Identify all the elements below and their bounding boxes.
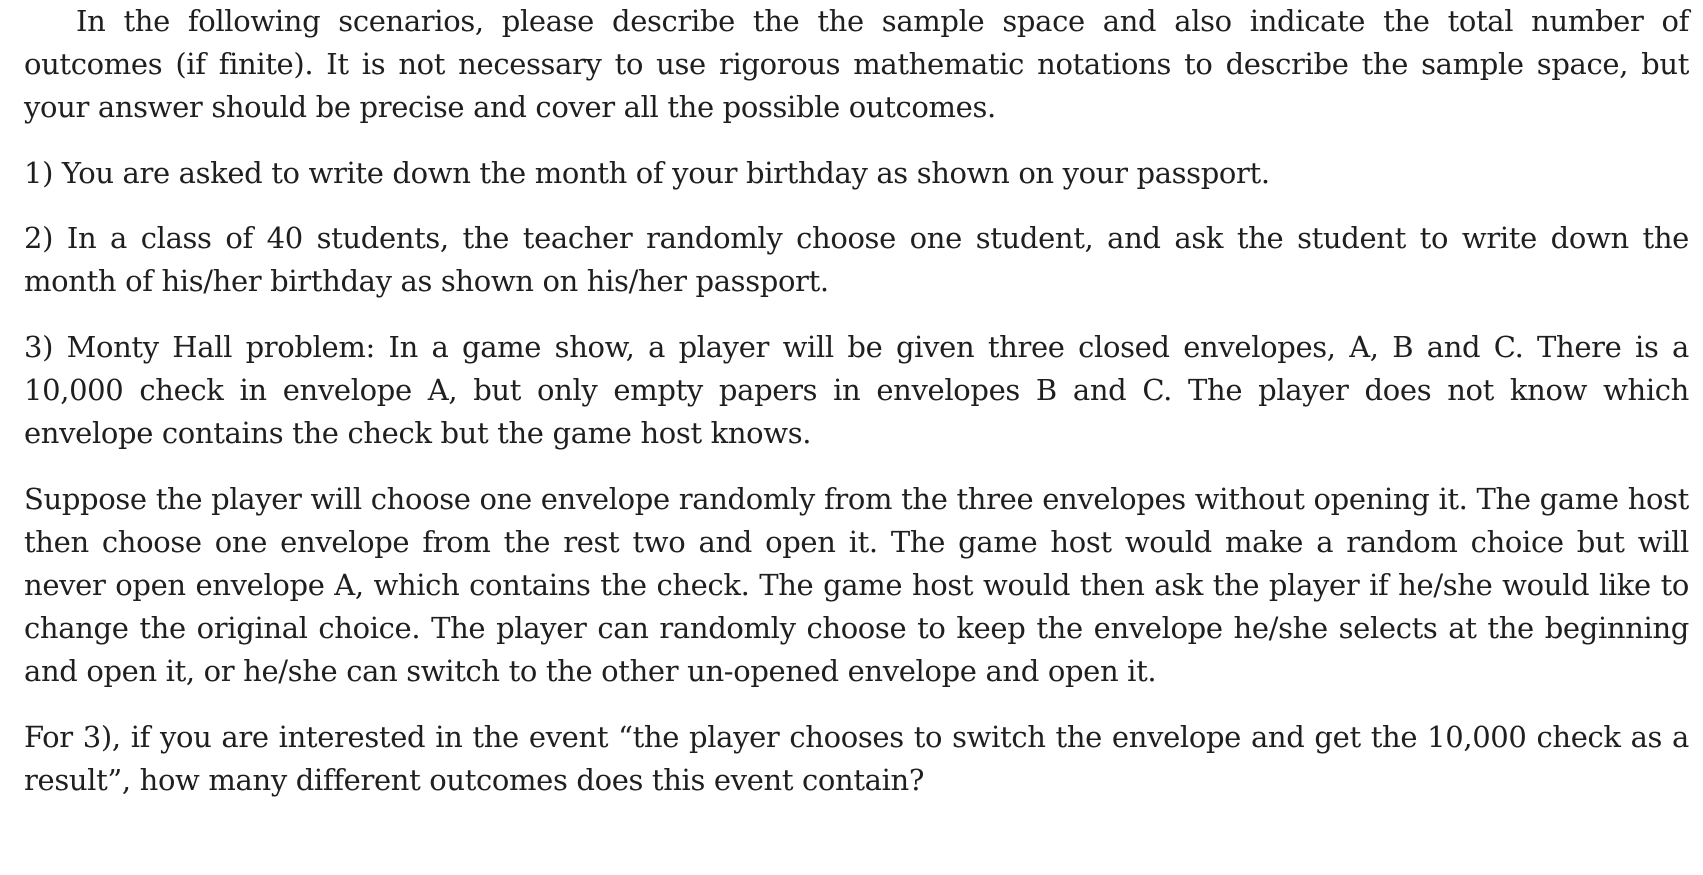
follow-up-question: For 3), if you are interested in the event “the player chooses to switch the envelope and get the 10,000 check as a result”, how many different outcomes does this event contain?	[24, 720, 1689, 797]
monty-hall-procedure-paragraph: Suppose the player will choose one envelope randomly from the three envelopes without opening it. The game host then choose one envelope from the rest two and open it. The game host would make a random choice but will never open envelope A, which contains the check. The game host would then ask the player if he/she would like to change the original choice. The player can randomly choose to keep the envelope he/she selects at the beginning and open it, or he/she can switch to the other un-opened envelope and open it.	[24, 482, 1689, 688]
problem-text	[24, 0, 1689, 802]
intro-paragraph: In the following scenarios, please describe the the sample space and also indicate the total number of outcomes (if finite). It is not necessary to use rigorous mathematic notations to describe the sample space, but your answer should be precise and cover all the possible outcomes.	[24, 4, 1689, 124]
question-1: 1) You are asked to write down the month of your birthday as shown on your passport.	[24, 156, 1270, 190]
question-3: 3) Monty Hall problem: In a game show, a player will be given three closed envelopes, A, B and C. There is a 10,000 check in envelope A, but only empty papers in envelopes B and C. The player does not know which envelope contains the check but the game host knows.	[24, 330, 1689, 450]
question-2: 2) In a class of 40 students, the teacher randomly choose one student, and ask the student to write down the month of his/her birthday as shown on his/her passport.	[24, 221, 1689, 298]
